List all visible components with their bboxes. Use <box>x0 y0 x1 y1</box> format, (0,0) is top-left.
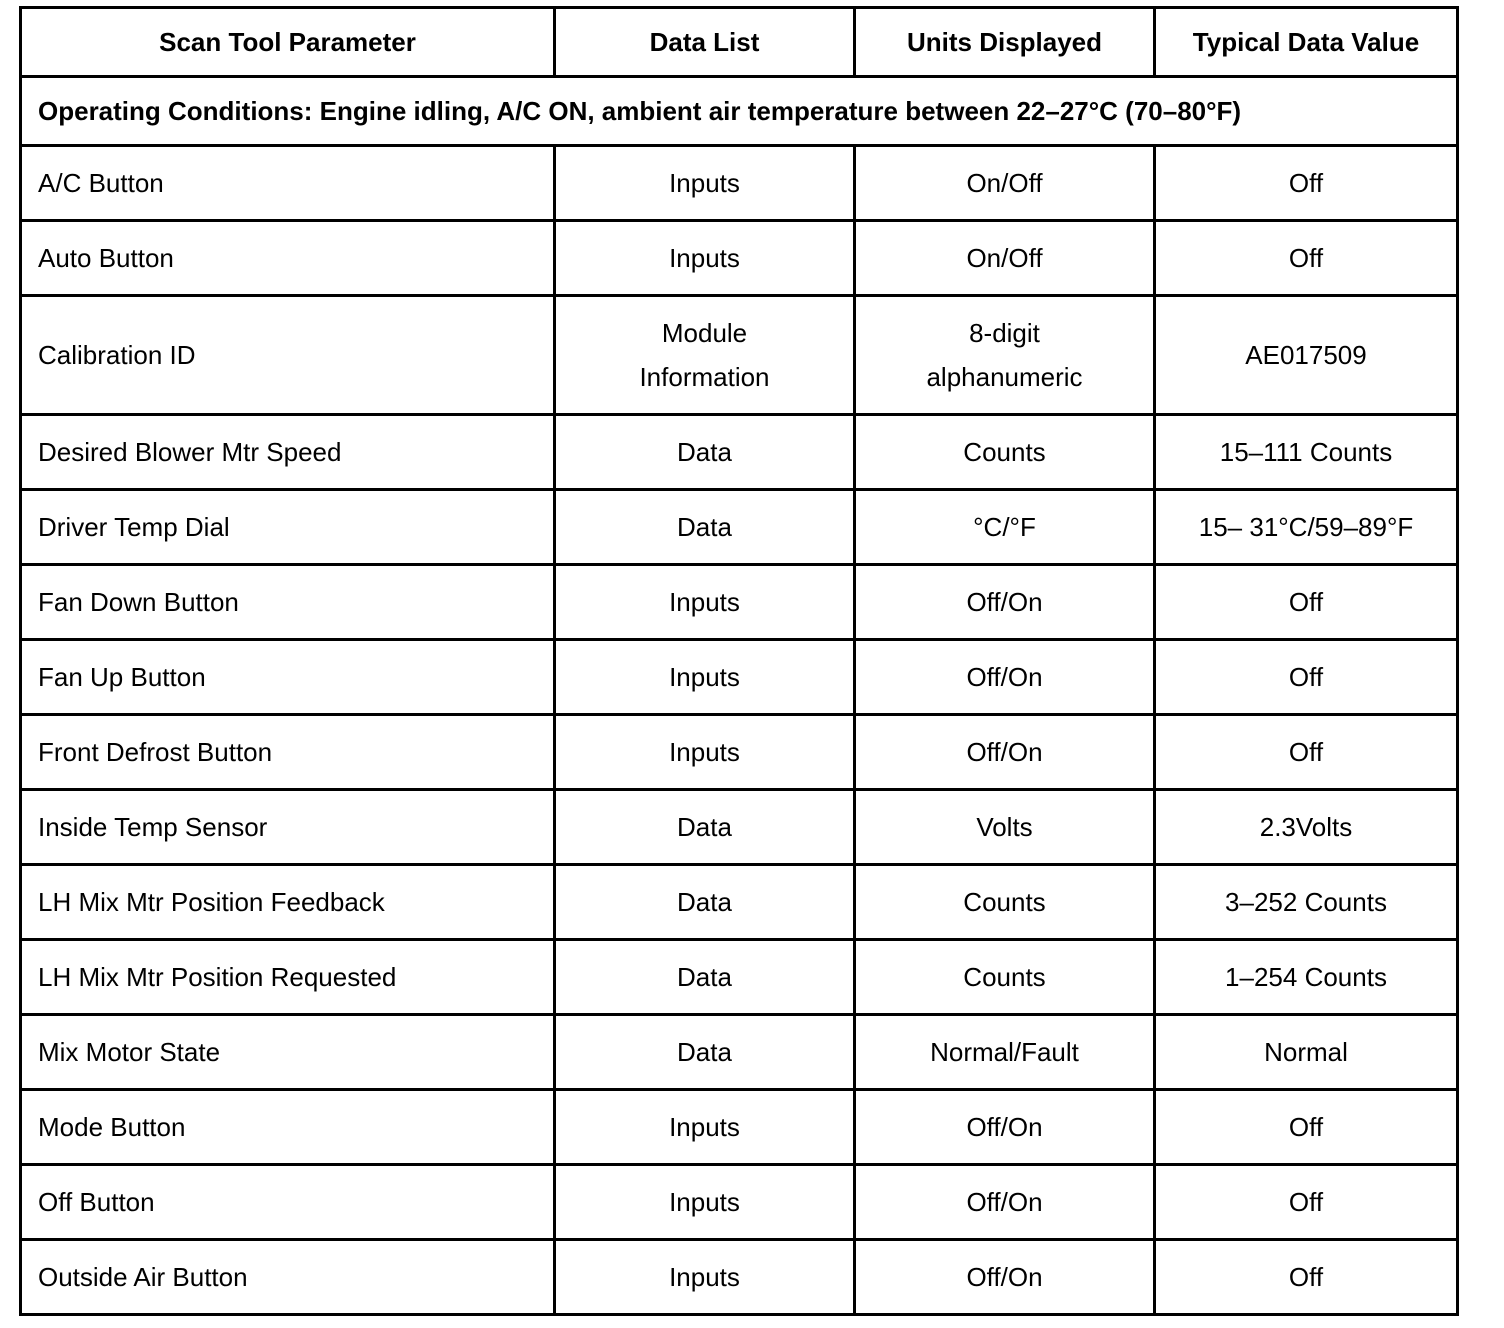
cell-data-list <box>555 296 855 415</box>
cell-parameter: Desired Blower Mtr Speed <box>21 415 555 490</box>
cell-units: °C/°F <box>855 490 1155 565</box>
table-row <box>21 146 1458 221</box>
cell-typical-value: Normal <box>1155 1015 1458 1090</box>
cell-data-list: Inputs <box>555 221 855 296</box>
cell-data-list: Data <box>555 1015 855 1090</box>
cell-typical-value: 2.3Volts <box>1155 790 1458 865</box>
cell-units: Off/On <box>855 1165 1155 1240</box>
cell-parameter: LH Mix Mtr Position Feedback <box>21 865 555 940</box>
cell-data-list: Data <box>555 790 855 865</box>
cell-parameter: Outside Air Button <box>21 1240 555 1315</box>
cell-data-list: Inputs <box>555 1240 855 1315</box>
header-units-displayed: Units Displayed <box>855 8 1155 77</box>
table-row <box>21 415 1458 490</box>
cell-parameter: LH Mix Mtr Position Requested <box>21 940 555 1015</box>
cell-typical-value: Off <box>1155 640 1458 715</box>
cell-units: Off/On <box>855 565 1155 640</box>
cell-units: Volts <box>855 790 1155 865</box>
cell-data-list-line: Information <box>639 362 770 392</box>
cell-data-list: Inputs <box>555 640 855 715</box>
header-typical-data-value: Typical Data Value <box>1155 8 1458 77</box>
cell-parameter: Front Defrost Button <box>21 715 555 790</box>
cell-units: Normal/Fault <box>855 1015 1155 1090</box>
header-scan-tool-parameter: Scan Tool Parameter <box>21 8 555 77</box>
cell-typical-value: 15– 31°C/59–89°F <box>1155 490 1458 565</box>
table-row <box>21 490 1458 565</box>
cell-parameter: Off Button <box>21 1165 555 1240</box>
cell-typical-value: Off <box>1155 715 1458 790</box>
cell-data-list: Inputs <box>555 1165 855 1240</box>
cell-data-list: Inputs <box>555 1090 855 1165</box>
table-row <box>21 1165 1458 1240</box>
cell-parameter: Mode Button <box>21 1090 555 1165</box>
cell-units: Off/On <box>855 1240 1155 1315</box>
cell-typical-value: 1–254 Counts <box>1155 940 1458 1015</box>
cell-units-line: alphanumeric <box>926 362 1083 392</box>
cell-units: Counts <box>855 940 1155 1015</box>
cell-data-list-line: Module <box>661 318 748 348</box>
table-row <box>21 790 1458 865</box>
cell-typical-value: AE017509 <box>1155 296 1458 415</box>
header-row <box>21 8 1458 77</box>
cell-parameter: Fan Down Button <box>21 565 555 640</box>
operating-conditions: Operating Conditions: Engine idling, A/C ON, ambient air temperature between 22–27°C (70–80°F) <box>21 77 1458 146</box>
cell-data-list: Data <box>555 865 855 940</box>
cell-units: Off/On <box>855 640 1155 715</box>
table-row <box>21 565 1458 640</box>
cell-parameter: Inside Temp Sensor <box>21 790 555 865</box>
cell-parameter: Mix Motor State <box>21 1015 555 1090</box>
cell-units: Off/On <box>855 715 1155 790</box>
cell-typical-value: Off <box>1155 146 1458 221</box>
cell-typical-value: 15–111 Counts <box>1155 415 1458 490</box>
cell-data-list: Inputs <box>555 715 855 790</box>
cell-units-line: 8-digit <box>969 318 1040 348</box>
table-row <box>21 640 1458 715</box>
cell-data-list: Inputs <box>555 565 855 640</box>
table-row <box>21 1015 1458 1090</box>
cell-units <box>855 296 1155 415</box>
cell-parameter: Auto Button <box>21 221 555 296</box>
cell-data-list: Data <box>555 490 855 565</box>
cell-data-list: Inputs <box>555 146 855 221</box>
table-row <box>21 296 1458 415</box>
cell-data-list: Data <box>555 940 855 1015</box>
cell-data-list: Data <box>555 415 855 490</box>
cell-parameter: Driver Temp Dial <box>21 490 555 565</box>
cell-units: Off/On <box>855 1090 1155 1165</box>
table-row <box>21 221 1458 296</box>
table-row <box>21 1090 1458 1165</box>
cell-typical-value: Off <box>1155 565 1458 640</box>
cell-parameter: Fan Up Button <box>21 640 555 715</box>
cell-units: Counts <box>855 865 1155 940</box>
cell-units: On/Off <box>855 221 1155 296</box>
table-row <box>21 1240 1458 1315</box>
header-data-list: Data List <box>555 8 855 77</box>
cell-typical-value: Off <box>1155 1090 1458 1165</box>
table-row <box>21 865 1458 940</box>
cell-parameter: Calibration ID <box>21 296 555 415</box>
cell-typical-value: Off <box>1155 221 1458 296</box>
cell-typical-value: Off <box>1155 1240 1458 1315</box>
cell-parameter: A/C Button <box>21 146 555 221</box>
scan-tool-data-table <box>19 6 1459 1316</box>
table-row <box>21 715 1458 790</box>
cell-typical-value: Off <box>1155 1165 1458 1240</box>
cell-units: Counts <box>855 415 1155 490</box>
cell-typical-value: 3–252 Counts <box>1155 865 1458 940</box>
operating-conditions-row <box>21 77 1458 146</box>
table-row <box>21 940 1458 1015</box>
cell-units: On/Off <box>855 146 1155 221</box>
